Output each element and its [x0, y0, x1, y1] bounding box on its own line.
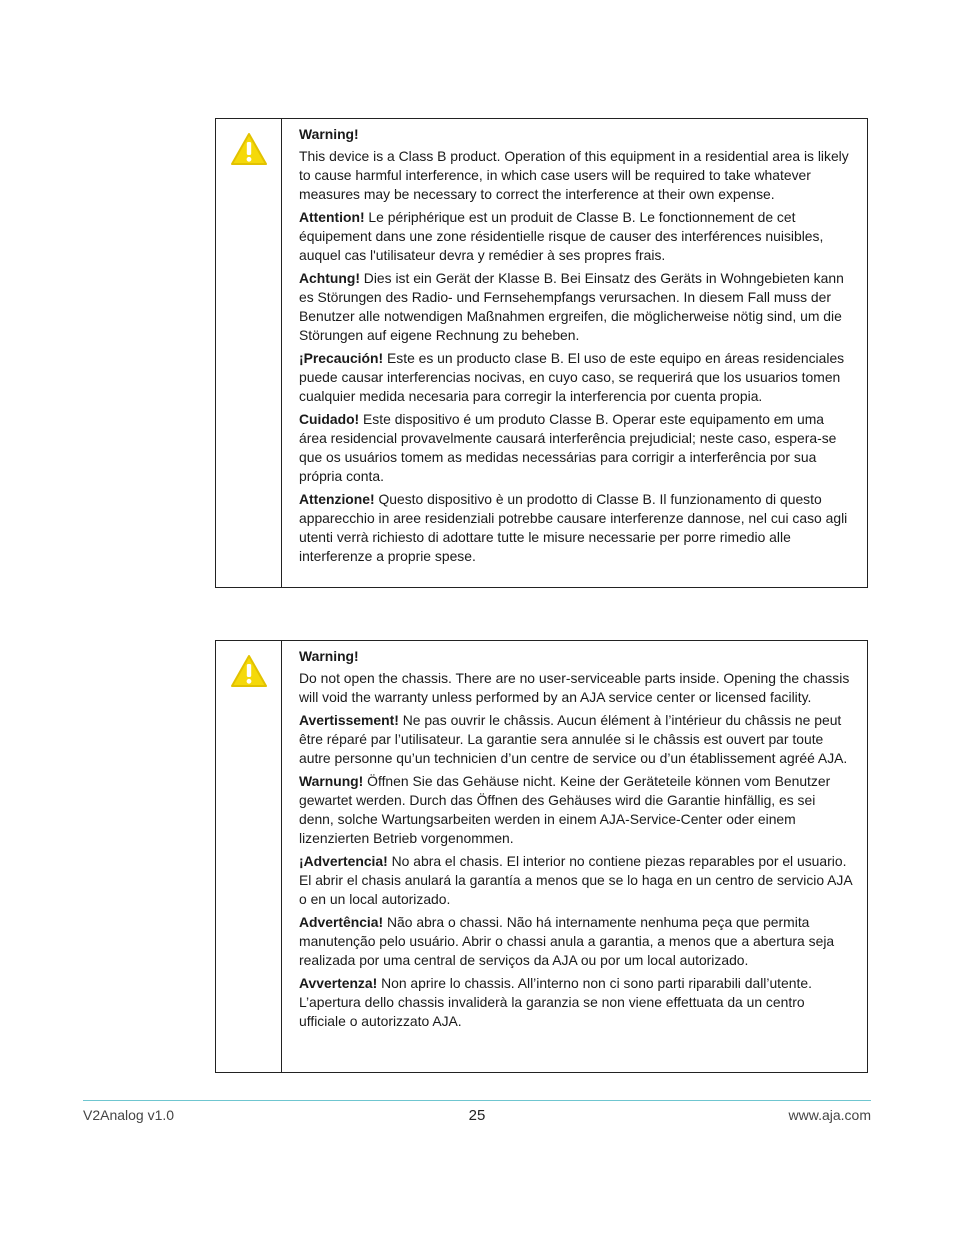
warning-box-chassis: [215, 640, 868, 1073]
translation-label: Achtung!: [299, 270, 360, 286]
warning-heading: Warning!: [299, 126, 359, 142]
translation-label: Avertissement!: [299, 712, 399, 728]
translation-body: No abra el chasis. El interior no contiene piezas reparables por el usuario. El abrir el chasis anulará la garantía a menos que se lo haga en un centro de servicio AJA o en un local autorizado.: [299, 853, 852, 907]
translation-es: [299, 852, 853, 909]
translation-de: [299, 269, 853, 345]
translation-label: ¡Advertencia!: [299, 853, 388, 869]
warning-text: [282, 119, 867, 587]
warning-icon-cell: [216, 641, 282, 1072]
warning-intro: Do not open the chassis. There are no user-serviceable parts inside. Opening the chassis will void the warranty unless performed by an AJA service center or licensed facility.: [299, 670, 850, 705]
warning-triangle-icon: [230, 654, 268, 688]
translation-it: [299, 974, 853, 1031]
translation-it: [299, 490, 853, 566]
translation-body: Ne pas ouvrir le châssis. Aucun élément à l’intérieur du châssis ne peut être réparé par l’utilisateur. La garantie sera annulée si le châssis est ouvert par toute autre personne qu’un technicien d’un centre de service ou d’un établissement agréé AJA.: [299, 712, 848, 766]
translation-label: Avvertenza!: [299, 975, 378, 991]
translation-label: Attenzione!: [299, 491, 375, 507]
footer-website-link[interactable]: www.aja.com: [788, 1107, 871, 1123]
warning-heading: Warning!: [299, 648, 359, 664]
translation-pt: [299, 913, 853, 970]
translation-label: ¡Precaución!: [299, 350, 384, 366]
warning-icon-cell: [216, 119, 282, 587]
warning-box-class-b: [215, 118, 868, 588]
translation-body: Este dispositivo é um produto Classe B. Operar este equipamento em uma área residencial provavelmente causará interferência prejudicial; neste caso, espera-se que os usuários tomem as medidas necessárias para corrigir a interferência por sua própria conta.: [299, 411, 837, 484]
translation-pt: [299, 410, 853, 486]
warning-text: [282, 641, 867, 1072]
translation-es: [299, 349, 853, 406]
translation-label: Cuidado!: [299, 411, 360, 427]
translation-body: Dies ist ein Gerät der Klasse B. Bei Einsatz des Geräts in Wohngebieten kann es Störungen des Radio- und Fernsehempfangs verursachen. In diesem Fall muss der Benutzer alle notwendigen Maßnahmen ergreifen, die möglicherweise nötig sind, um die Störungen auf eigene Rechnung zu beheben.: [299, 270, 844, 343]
translation-body: Este es un producto clase B. El uso de este equipo en áreas residenciales puede causar interferencias nocivas, en cuyo caso, se requerirá que los usuarios tomen cualquier medida necesaria para corregir la interferencia por cuenta propia.: [299, 350, 845, 404]
translation-fr: [299, 711, 853, 768]
translation-body: Não abra o chassi. Não há internamente nenhuma peça que permita manutenção pelo usuário. Abrir o chassi anula a garantia, a menos que a abertura seja realizada por uma central de serviços da AJA ou por um local autorizado.: [299, 914, 835, 968]
translation-de: [299, 772, 853, 848]
translation-fr: [299, 208, 853, 265]
footer-product-version: V2Analog v1.0: [83, 1107, 175, 1123]
translation-body: Non aprire lo chassis. All’interno non ci sono parti riparabili dall’utente. L’apertura dello chassis invaliderà la garanzia se non viene effettuata da un centro ufficiale o autorizzato AJA.: [299, 975, 812, 1029]
page-number: 25: [468, 1107, 486, 1124]
translation-body: Öffnen Sie das Gehäuse nicht. Keine der Geräteteile können vom Benutzer gewartet werden. Durch das Öffnen des Gehäuses wird die Garantie hinfällig, es sei denn, solche Wartungsarbeiten werden in einem AJA-Service-Center oder einem lizenzierten Betrieb vorgenommen.: [299, 773, 831, 846]
translation-body: Le périphérique est un produit de Classe B. Le fonctionnement de cet équipement dans une zone résidentielle risque de causer des interférences nuisibles, auquel cas l'utilisateur devra y remédier à ses propres frais.: [299, 209, 824, 263]
translation-label: Attention!: [299, 209, 365, 225]
translation-label: Advertência!: [299, 914, 384, 930]
warning-triangle-icon: [230, 132, 268, 166]
warning-intro: This device is a Class B product. Operation of this equipment in a residential area is likely to cause harmful interference, in which case users will be required to take whatever measures may be necessary to correct the interference at their own expense.: [299, 148, 849, 202]
footer-rule: [83, 1100, 871, 1101]
translation-body: Questo dispositivo è un prodotto di Classe B. Il funzionamento di questo apparecchio in aree residenziali potrebbe causare interferenze dannose, nel cui caso agli utenti verrà richiesto di adottare tutte le misure necessarie per porre rimedio alle interferenze a proprie spese.: [299, 491, 848, 564]
translation-label: Warnung!: [299, 773, 364, 789]
